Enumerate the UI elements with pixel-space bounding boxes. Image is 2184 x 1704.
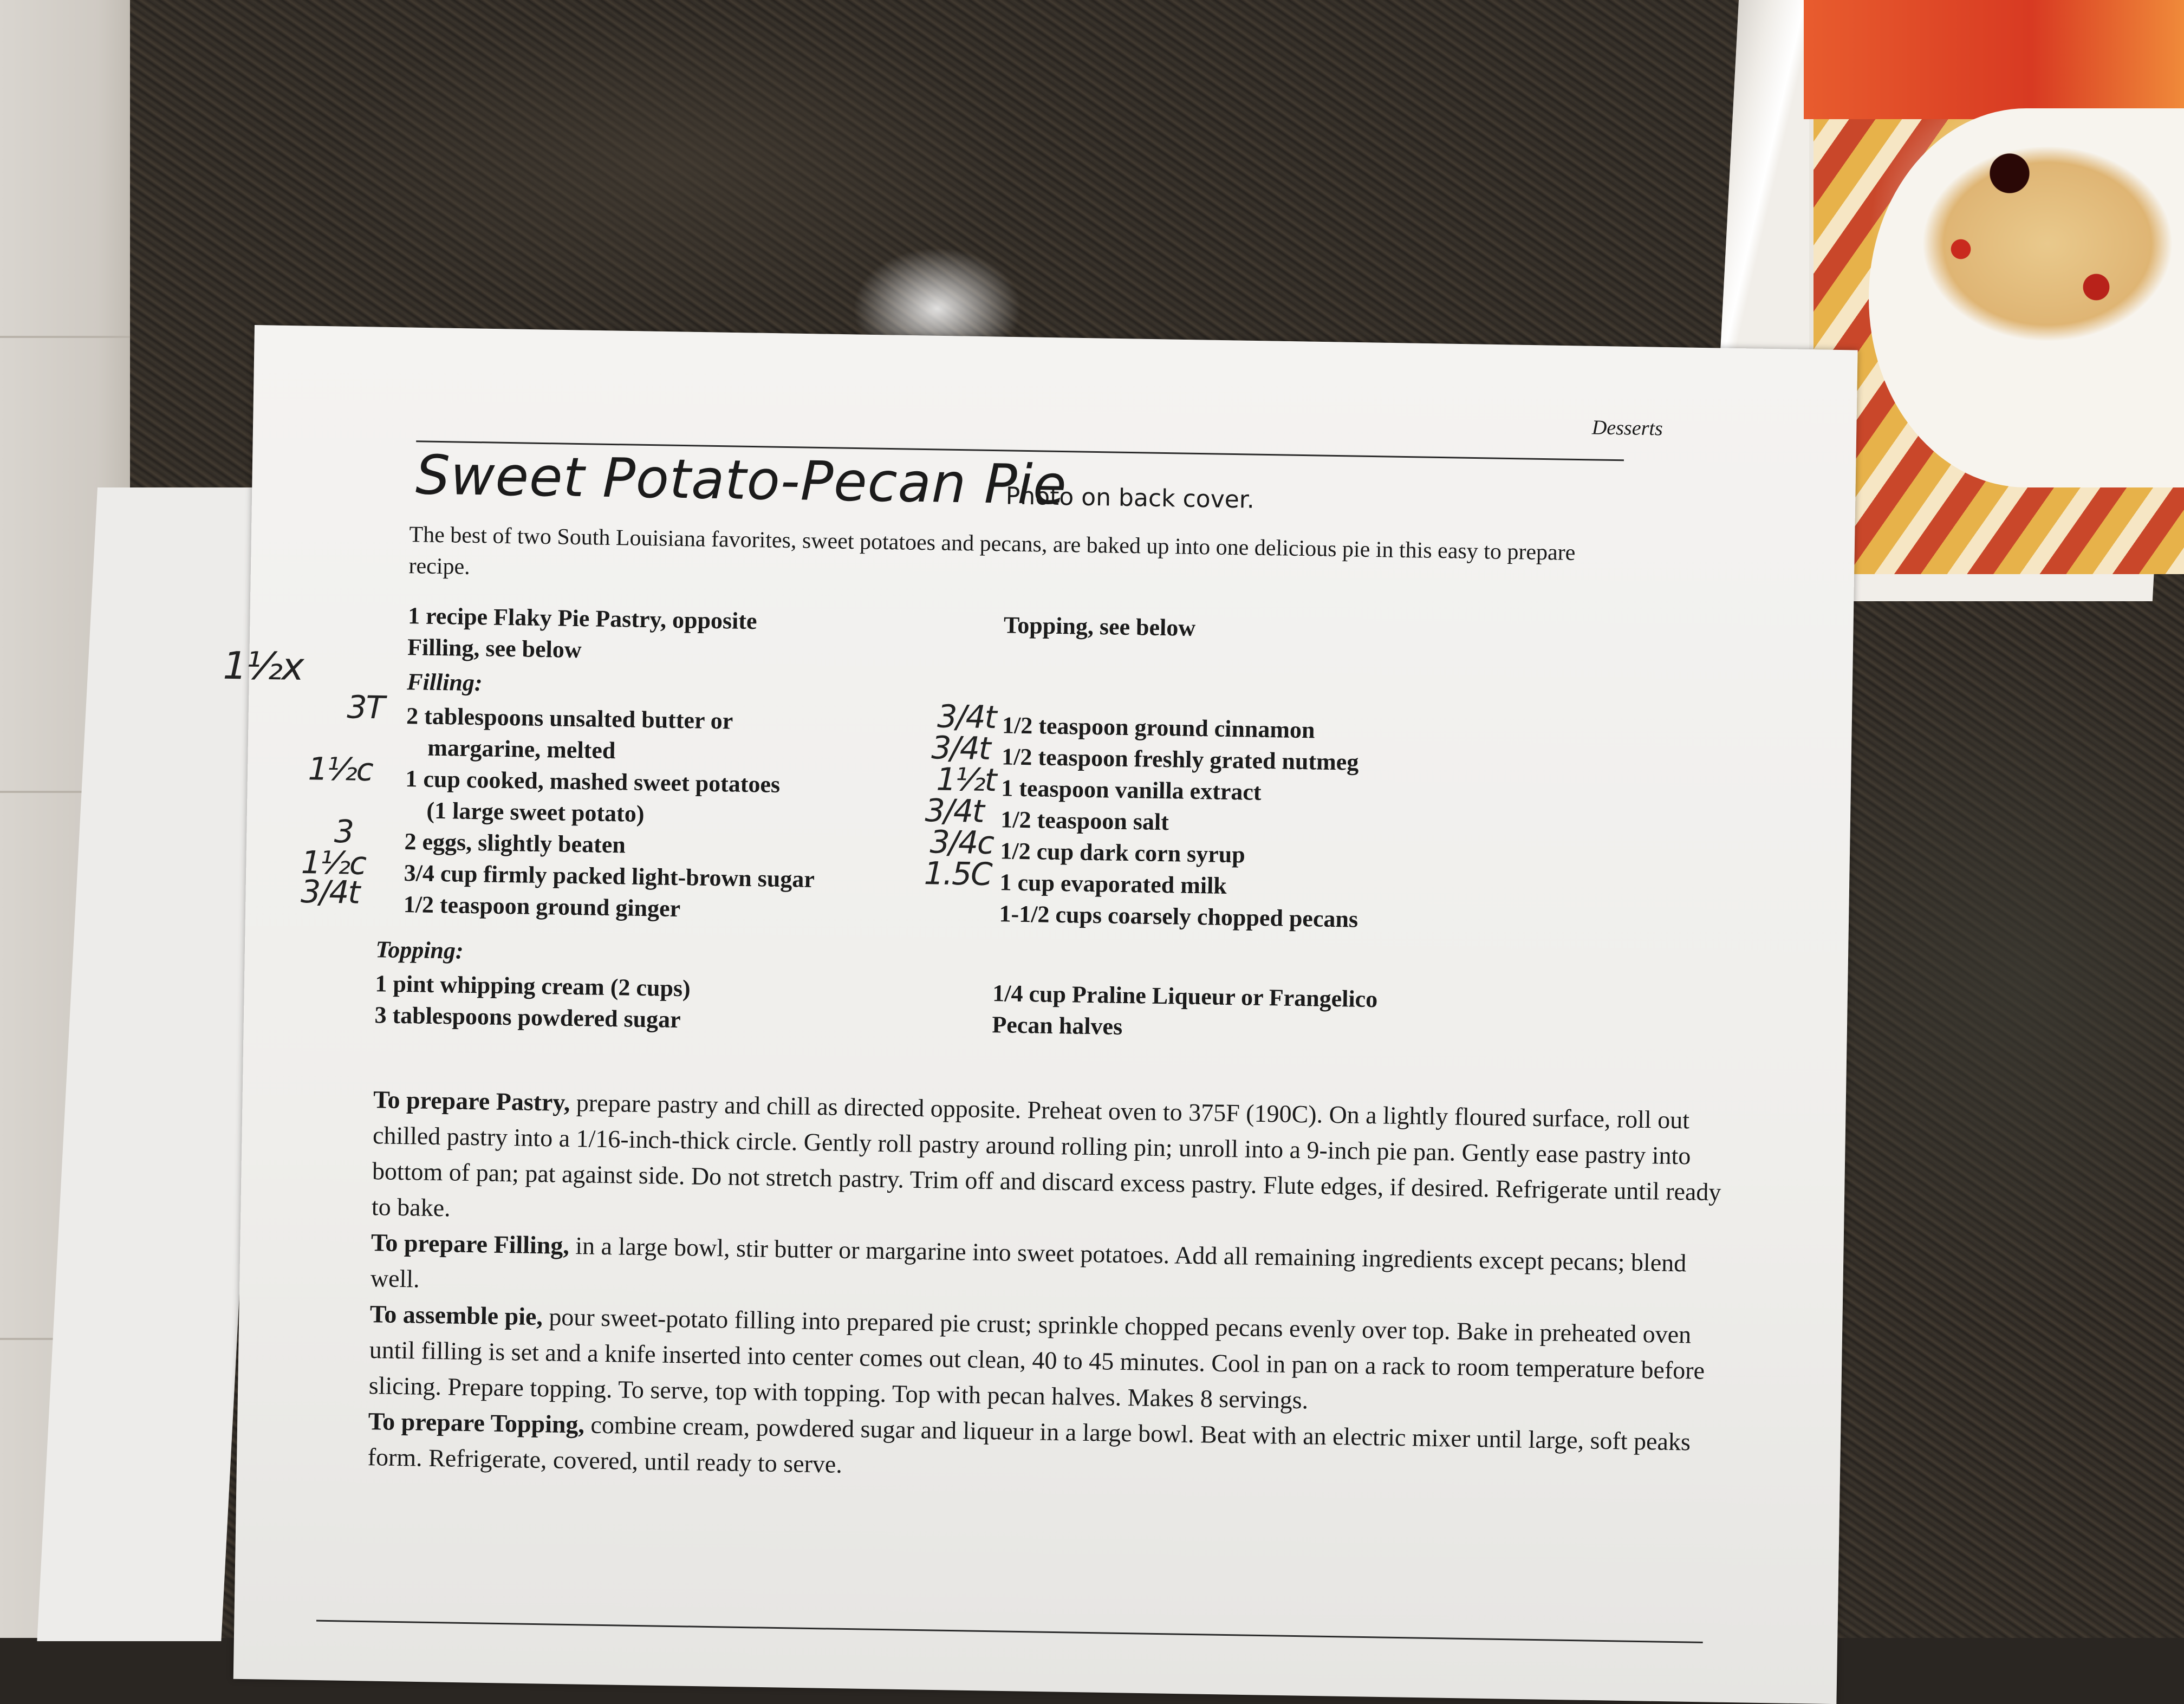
ingredient: 3 tablespoons powdered sugar — [374, 1001, 681, 1033]
handwritten-multiplier: 1½x — [223, 643, 304, 690]
handwritten-note: 3/4t — [925, 792, 984, 830]
handwritten-note: 1½c — [308, 750, 373, 789]
ingredient: 1 cup cooked, mashed sweet potatoes — [405, 765, 781, 798]
handwritten-note: 3/4t — [937, 698, 996, 736]
recipe-content — [223, 379, 1777, 1648]
ingredient: 2 eggs, slightly beaten — [404, 828, 626, 858]
overview-right — [1004, 609, 1196, 644]
section-label: Desserts — [1591, 416, 1663, 440]
ingredient: 1/2 teaspoon ground ginger — [403, 891, 681, 922]
topping-left-list — [374, 968, 691, 1036]
cookbook-dish-image — [1869, 108, 2184, 487]
instructions — [367, 1082, 1738, 1496]
instruction-paragraph — [368, 1296, 1735, 1425]
instruction-lead: To prepare Filling, — [370, 1228, 570, 1259]
ingredient: 1/4 cup Praline Liqueur or Frangelico — [992, 980, 1378, 1013]
handwritten-note: 3/4t — [300, 873, 360, 911]
ingredient: 1 pint whipping cream (2 cups) — [375, 970, 691, 1002]
instruction-lead: To prepare Pastry, — [373, 1085, 570, 1116]
handwritten-note: 1.5C — [924, 855, 992, 893]
instruction-text: pour sweet-potato filling into prepared pie crust; sprinkle chopped pecans evenly over top. Bake in preheated oven until filling is set and a knife inserted into center comes out clean, 40 to 45 minutes. Cool in pan on a rack to room temperature before slicing. Prepare topping. To serve, top with topping. Top with pecan halves. Makes 8 servings. — [368, 1303, 1705, 1414]
ingredient: Pecan halves — [992, 1011, 1123, 1040]
ingredient: (1 large sweet potato) — [426, 797, 645, 827]
ingredient: margarine, melted — [427, 734, 616, 764]
recipe-title: Sweet Potato-Pecan Pie — [415, 443, 1068, 517]
handwritten-note: 3 — [334, 813, 354, 850]
filling-heading: Filling: — [406, 668, 483, 697]
handwritten-note: 3/4t — [931, 729, 991, 767]
filling-left-list — [403, 700, 817, 927]
handwritten-note: 1½t — [936, 760, 996, 799]
overview-item: Topping, see below — [1003, 612, 1196, 641]
filling-right-list — [999, 710, 1361, 935]
topping-right-list — [992, 978, 1378, 1046]
ingredient: 1/2 cup dark corn syrup — [1000, 837, 1246, 868]
ingredient: 1/2 teaspoon ground cinnamon — [1002, 712, 1315, 744]
instruction-lead: To assemble pie, — [369, 1300, 543, 1331]
instruction-text: prepare pastry and chill as directed opposite. Preheat oven to 375F (190C). On a lightly floured surface, roll out chilled pastry into a 1/16-inch-thick circle. Gently roll pastry around rolling pin; unroll into a 9-inch pie pan. Gently ease pastry into bottom of pan; pat against side. Do not stretch pastry. Trim off and discard excess pastry. Flute edges, if desired. Refrigerate until ready to bake. — [371, 1088, 1721, 1222]
handwritten-note: 3T — [346, 688, 385, 726]
ingredient: 1-1/2 cups coarsely chopped pecans — [999, 900, 1358, 933]
topping-heading: Topping: — [375, 936, 464, 964]
overview-left — [407, 600, 757, 668]
recipe-intro: The best of two South Louisiana favorites, sweet potatoes and pecans, are baked up into one delicious pie in this easy to prepare recipe. — [408, 522, 1576, 580]
ingredient: 3/4 cup firmly packed light-brown sugar — [404, 860, 815, 893]
tile-grout — [0, 336, 130, 338]
ingredient: 1/2 teaspoon freshly grated nutmeg — [1001, 743, 1359, 776]
cookbook-photo-top — [1804, 0, 2184, 119]
instruction-text: in a large bowl, stir butter or margarine into sweet potatoes. Add all remaining ingredients except pecans; blend well. — [370, 1231, 1687, 1293]
ingredient: 1 cup evaporated milk — [999, 869, 1227, 899]
ingredient: 1 teaspoon vanilla extract — [1000, 775, 1262, 805]
instruction-paragraph — [371, 1082, 1738, 1246]
handwritten-note: 3/4c — [929, 823, 994, 862]
overview-item: 1 recipe Flaky Pie Pastry, opposite — [407, 602, 757, 635]
overview-item: Filling, see below — [407, 634, 582, 664]
handwritten-note: 1½c — [301, 844, 366, 882]
instruction-text: combine cream, powdered sugar and liqueur in a large bowl. Beat with an electric mixer until large, soft peaks form. Refrigerate, covered, until ready to serve. — [367, 1410, 1691, 1478]
ingredient: 2 tablespoons unsalted butter or — [406, 703, 733, 734]
photo-note: Photo on back cover. — [1005, 482, 1255, 514]
ingredient: 1/2 teaspoon salt — [1000, 806, 1169, 836]
instruction-lead: To prepare Topping, — [368, 1407, 585, 1439]
